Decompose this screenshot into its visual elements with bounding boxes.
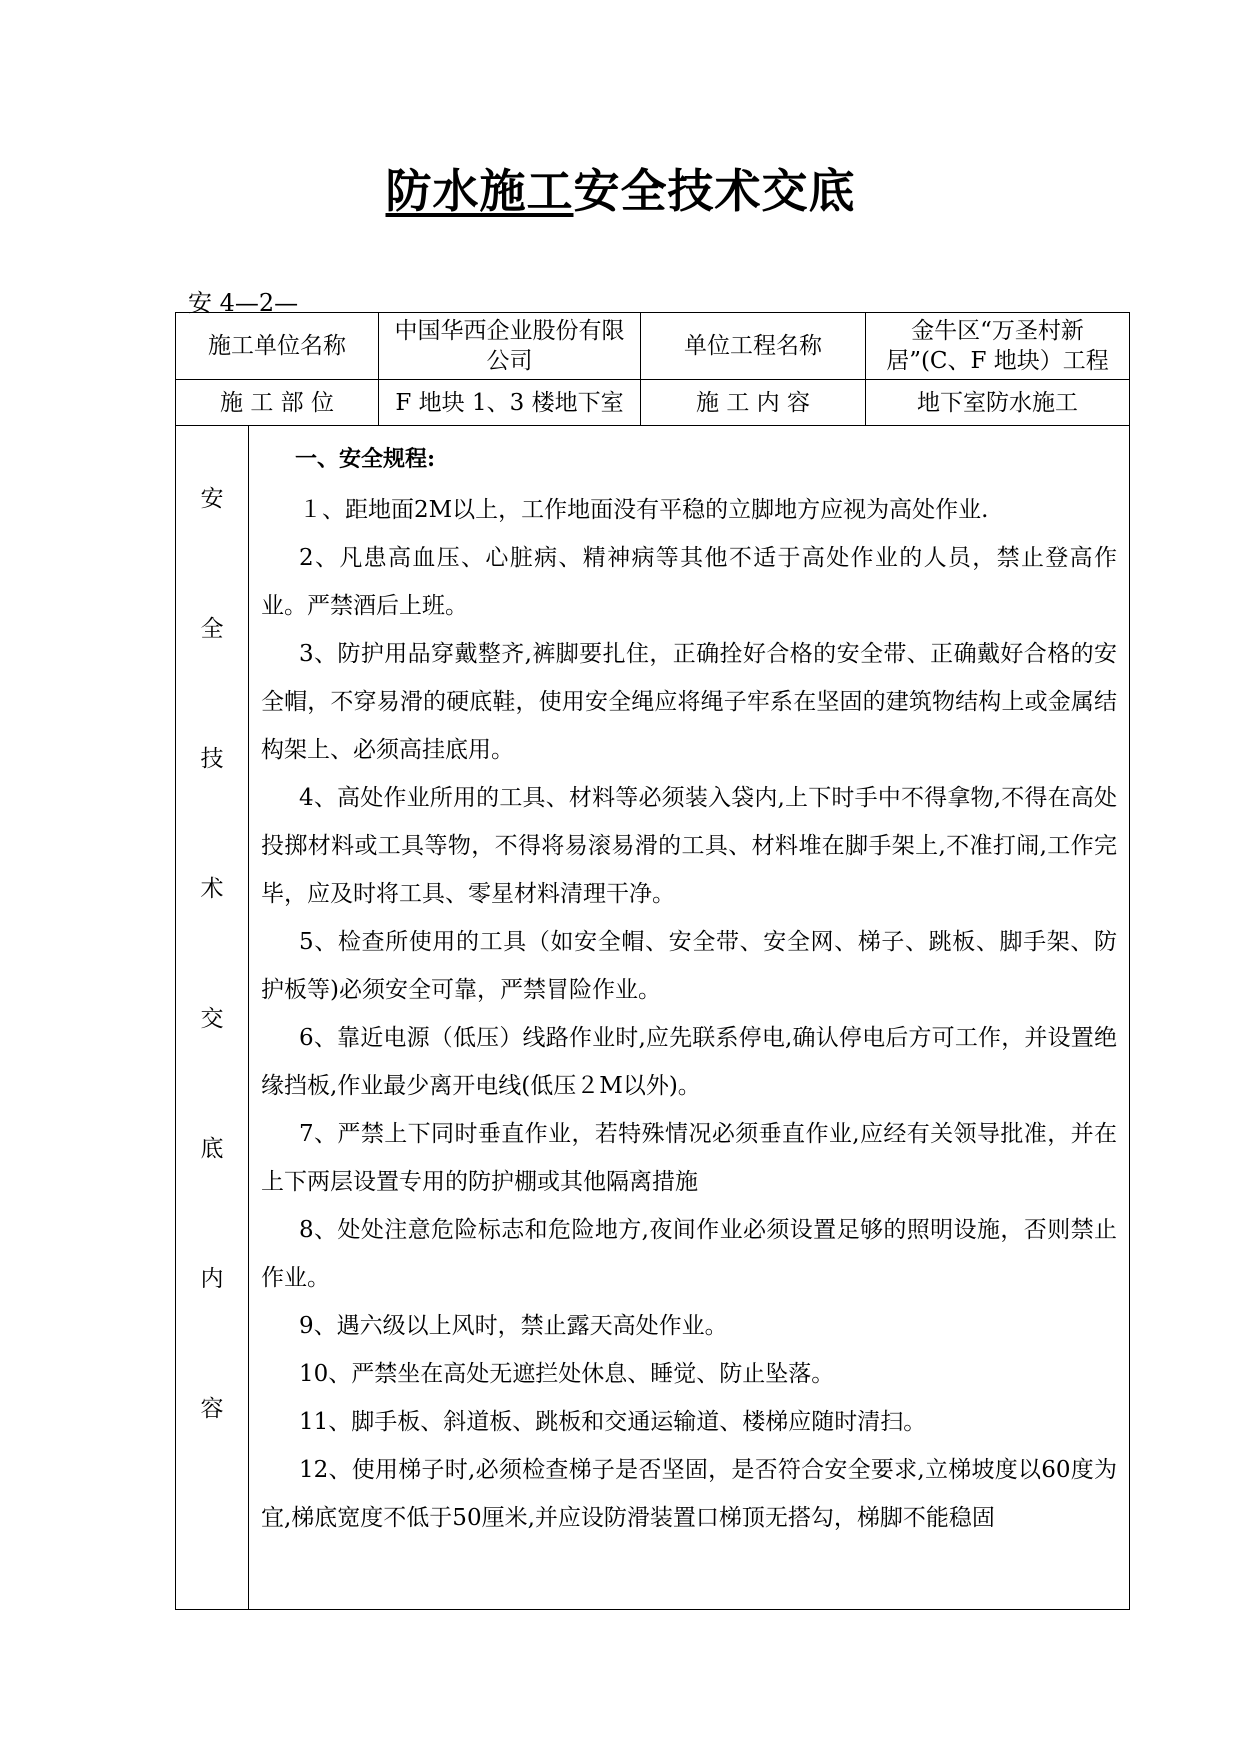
construction-content-label: 施 工 内 容	[641, 380, 866, 426]
section-heading: 一、安全规程:	[295, 446, 436, 472]
construction-location-label: 施 工 部 位	[176, 380, 379, 426]
construction-unit-label: 施工单位名称	[176, 313, 379, 380]
side-label-char: 底	[200, 1136, 224, 1162]
side-label-char: 安	[200, 486, 224, 512]
rule-item: 11、脚手板、斜道板、跳板和交通运输道、楼梯应随时清扫。	[299, 1409, 927, 1435]
side-label-char: 容	[200, 1396, 224, 1422]
rule-item: １、距地面2M以上，工作地面没有平稳的立脚地方应视为高处作业.	[299, 497, 989, 523]
rule-item: 8、处处注意危险标志和危险地方,夜间作业必须设置足够的照明设施，否则禁止作业。	[261, 1217, 1117, 1291]
construction-content-value: 地下室防水施工	[866, 380, 1130, 426]
content-row	[176, 426, 1130, 1610]
rule-item: 2、凡患高血压、心脏病、精神病等其他不适于高处作业的人员，禁止登高作业。严禁酒后上班。	[261, 545, 1117, 619]
rule-item: 9、遇六级以上风时，禁止露天高处作业。	[299, 1313, 728, 1339]
project-name-value: 金牛区“万圣村新居”(C、F 地块）工程	[866, 313, 1130, 380]
document-title	[0, 155, 1241, 221]
rule-item: 6、靠近电源（低压）线路作业时,应先联系停电,确认停电后方可工作，并设置绝缘挡板,作业最少离开电线(低压２M以外)。	[261, 1025, 1117, 1099]
rule-item: 5、检查所使用的工具（如安全帽、安全带、安全网、梯子、跳板、脚手架、防护板等)必须安全可靠，严禁冒险作业。	[261, 929, 1117, 1003]
side-label-char: 术	[200, 876, 224, 902]
disclosure-table	[175, 312, 1130, 1610]
project-name-label: 单位工程名称	[641, 313, 866, 380]
side-label-char: 技	[200, 746, 224, 772]
side-label	[176, 426, 249, 1610]
table-row	[176, 380, 1130, 426]
side-label-char: 内	[200, 1266, 224, 1292]
rule-item: 7、严禁上下同时垂直作业，若特殊情况必须垂直作业,应经有关领导批准，并在上下两层设置专用的防护棚或其他隔离措施	[261, 1121, 1117, 1195]
side-label-char: 全	[200, 616, 224, 642]
construction-location-value: F 地块 1、3 楼地下室	[379, 380, 641, 426]
side-label-char: 交	[200, 1006, 224, 1032]
title-underlined-part: 防水施工	[385, 164, 574, 218]
rule-item: 10、严禁坐在高处无遮拦处休息、睡觉、防止坠落。	[299, 1361, 835, 1387]
rule-item: 4、高处作业所用的工具、材料等必须装入袋内,上下时手中不得拿物,不得在高处投掷材料或工具等物，不得将易滚易滑的工具、材料堆在脚手架上,不准打闹,工作完毕，应及时将工具、零星材料清理干净。	[261, 785, 1117, 907]
table-row	[176, 313, 1130, 380]
title-rest: 安全技术交底	[573, 164, 856, 218]
rule-item: 12、使用梯子时,必须检查梯子是否坚固，是否符合安全要求,立梯坡度以60度为宜,梯底宽度不低于50厘米,并应设防滑装置口梯顶无搭勾，梯脚不能稳固	[261, 1457, 1117, 1531]
construction-unit-value: 中国华西企业股份有限公司	[379, 313, 641, 380]
disclosure-content	[249, 426, 1130, 1610]
rule-item: 3、防护用品穿戴整齐,裤脚要扎住，正确拴好合格的安全带、正确戴好合格的安全帽，不穿易滑的硬底鞋，使用安全绳应将绳子牢系在坚固的建筑物结构上或金属结构架上、必须高挂底用。	[261, 641, 1117, 763]
document-number: 安 4—2—	[188, 289, 299, 317]
